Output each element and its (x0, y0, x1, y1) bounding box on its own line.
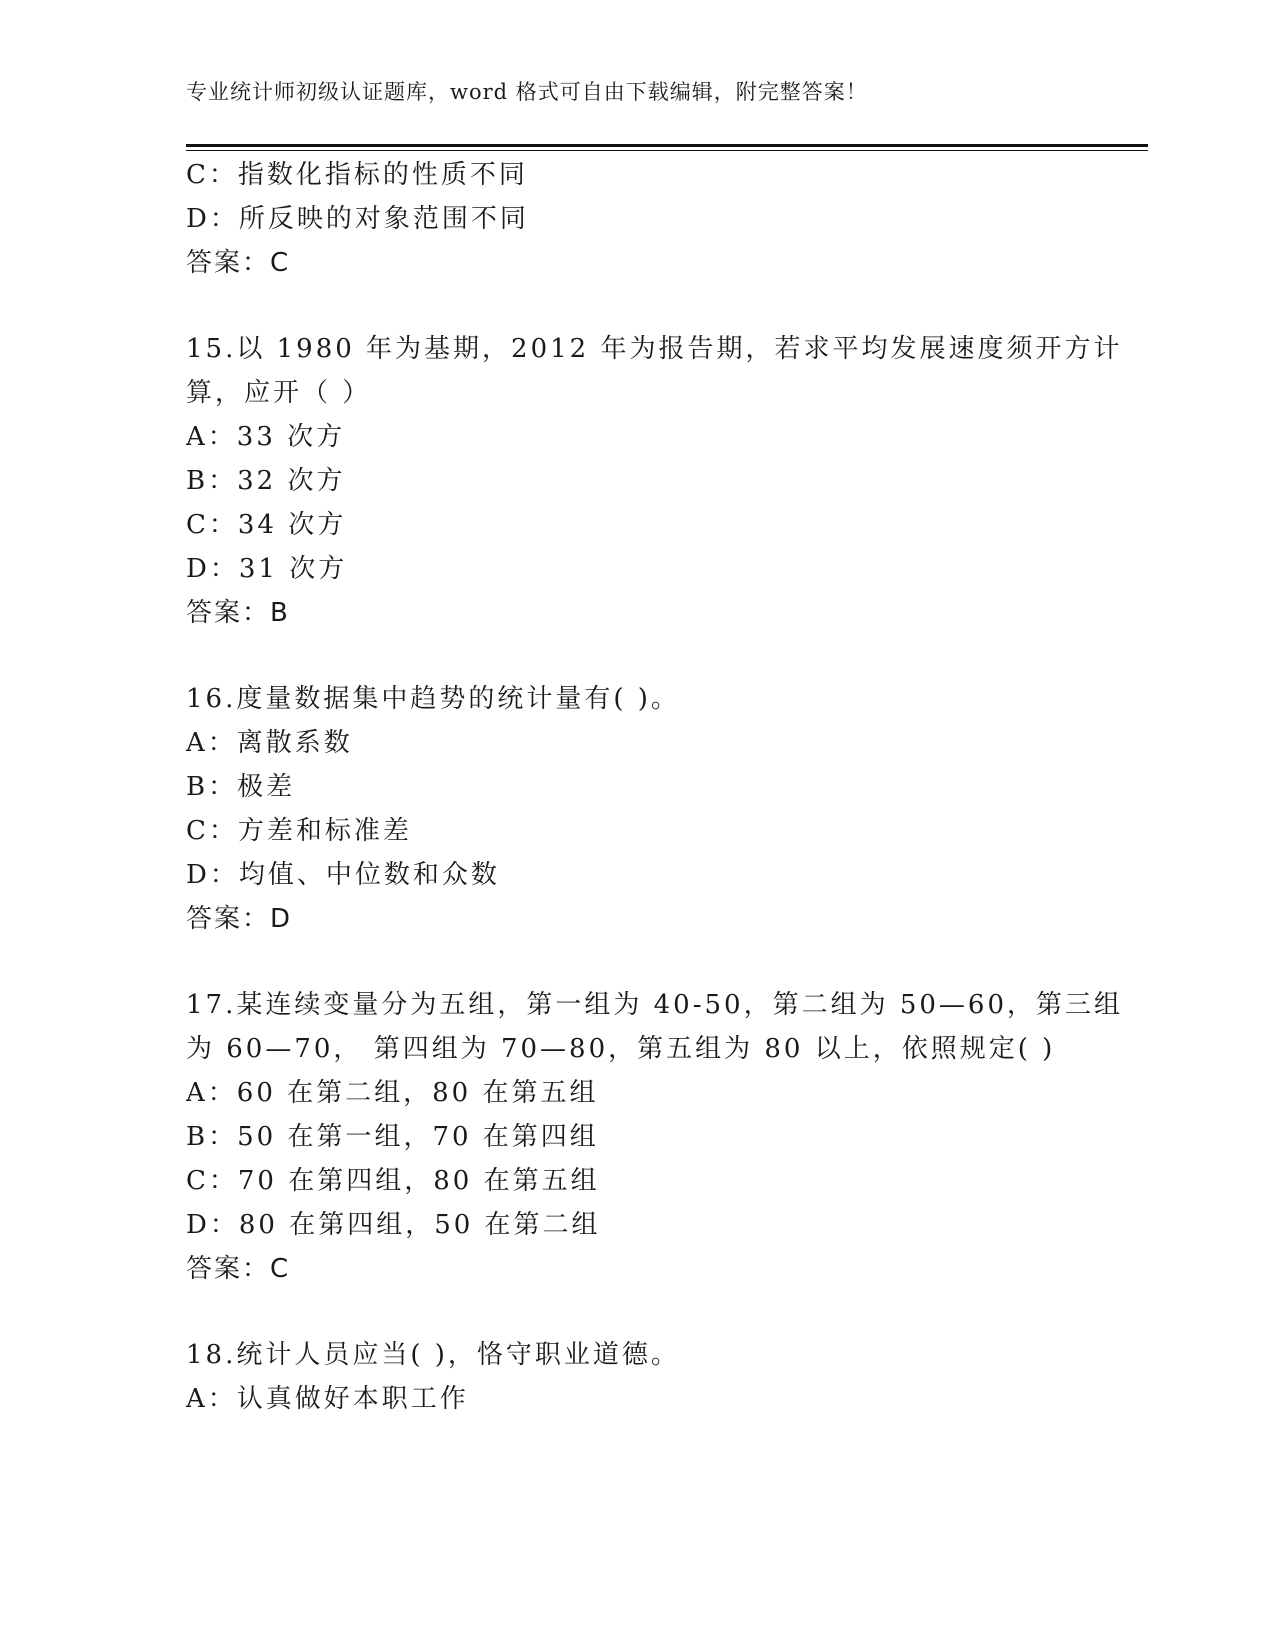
header-rule-thick (186, 144, 1148, 147)
option-d: D：31 次方 (186, 554, 348, 584)
option-d: D：均值、中位数和众数 (186, 860, 500, 890)
question-stem: 算，应开（ ） (186, 378, 372, 408)
option-c: C：70 在第四组，80 在第五组 (186, 1166, 600, 1196)
answer: 答案：C (186, 1254, 291, 1284)
option-a: A：离散系数 (186, 728, 353, 758)
option-d: D：80 在第四组，50 在第二组 (186, 1210, 601, 1240)
option-b: B：32 次方 (186, 466, 346, 496)
option-b: B：50 在第一组，70 在第四组 (186, 1122, 599, 1152)
question-stem: 15.以 1980 年为基期，2012 年为报告期，若求平均发展速度须开方计 (186, 334, 1123, 364)
header-rule-thin (186, 150, 1148, 151)
option-c: C：方差和标准差 (186, 816, 412, 846)
option-b: B：极差 (186, 772, 296, 802)
answer: 答案：C (186, 248, 291, 278)
option-a: A：60 在第二组，80 在第五组 (186, 1078, 599, 1108)
answer: 答案：B (186, 598, 290, 628)
option-c: C：指数化指标的性质不同 (186, 160, 528, 190)
option-c: C：34 次方 (186, 510, 347, 540)
option-a: A：33 次方 (186, 422, 346, 452)
answer: 答案：D (186, 904, 293, 934)
page-header: 专业统计师初级认证题库，word 格式可自由下载编辑，附完整答案！ (186, 80, 868, 104)
question-stem: 16.度量数据集中趋势的统计量有( )。 (186, 684, 680, 714)
question-stem: 17.某连续变量分为五组，第一组为 40-50，第二组为 50—60，第三组 (186, 990, 1123, 1020)
question-stem: 为 60—70， 第四组为 70—80，第五组为 80 以上，依照规定( ) (186, 1034, 1056, 1064)
option-a: A：认真做好本职工作 (186, 1384, 469, 1414)
option-d: D：所反映的对象范围不同 (186, 204, 529, 234)
question-stem: 18.统计人员应当( )，恪守职业道德。 (186, 1340, 680, 1370)
